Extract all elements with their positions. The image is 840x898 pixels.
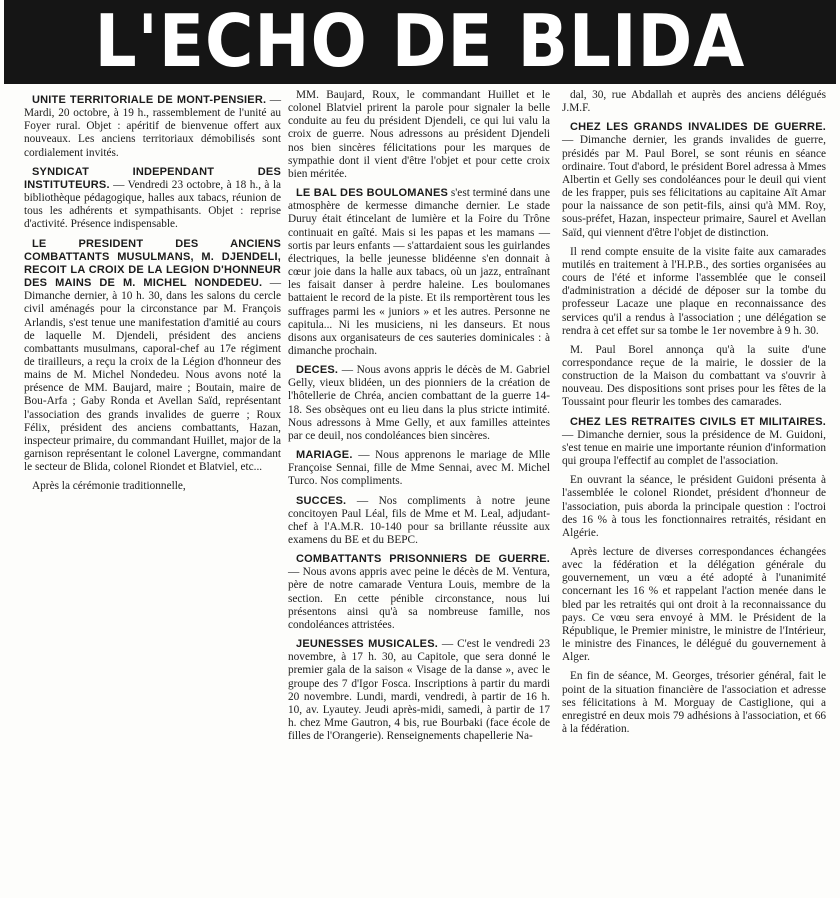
article [288, 495, 550, 548]
article-heading: JEUNESSES MUSICALES. [296, 638, 439, 651]
article [288, 449, 550, 488]
article-body: dal, 30, rue Abdallah et auprès des anciens délégués J.M.F. [562, 89, 826, 115]
article-body: Après lecture de diverses correspondances échangées avec la fédération et la délégation générale du gouvernement, un vœu a été adopté à l'unanimité concernant les 16 % et rappelant l'action menée dans le bled par les retraités qui ont droit à la reconnaissance du pays. Ce vœu sera envoyé à MM. le Président de la République, le Premier ministre, le ministre de l'Intérieur, le ministre des Finances, le délégué du gouvernement à Alger. [562, 546, 826, 664]
article [562, 246, 826, 338]
article-body: En fin de séance, M. Georges, trésorier général, fait le point de la situation financière de l'association et adresse ses félicitations à M. Morguay de Castiglione, qui a enregistré en deux mois 79 adhésions à l'association, et 66 à la fédération. [562, 670, 826, 736]
article-body: — C'est le vendredi 23 novembre, à 17 h. 30, au Capitole, que sera donné le premier gala de la saison « Visage de la danse », avec le groupe des 7 d'Igor Fosca. Inscriptions à partir du mardi 20 novembre. Lundi, mardi, vendredi, à partir de 16 h. 10, av. Lyautey. Jeudi après-midi, samedi, à partir de 17 h. chez Mme Gautron, 4 bis, rue Bourbaki (face école de filles de l'Orangerie). Renseignements chapellerie Na- [288, 638, 550, 743]
article-heading: COMBATTANTS PRISONNIERS DE GUERRE. [296, 553, 550, 566]
article [288, 364, 550, 443]
article [562, 344, 826, 410]
article-body: — Mardi, 20 octobre, à 19 h., rassemblement de l'unité au Foyer rural. Objet : apéritif de bienvenue offert aux nouveaux. Les anciens territoriaux démobilisés sont cordialement invités. [24, 94, 281, 159]
article-body: s'est terminé dans une atmosphère de kermesse dimanche dernier. Le stade Duruy était étincelant de lumière et la Foire du Trône continuait en gaîté. Mais si les papas et les mamans — sortis par leurs enfants — s'attardaient sous les guirlandes électriques, la belle jeunesse blidéenne s'en donnait à cœur joie dans la halle aux tabacs, où un jazz, entraînant les faisait danser à perdre haleine. Les boulomanes battaient le record de la piste. Et ils remportèrent tous les suffrages parmi les « juniors » et les autres. Personne ne capitula... Ni les musiciens, ni les danseurs. Et nous disons aux organisateurs de ces sauteries dominicales : à dimanche prochain. [288, 187, 550, 357]
article-heading: SYNDICAT INDEPENDANT DES INSTITUTEURS. [24, 165, 281, 191]
article-body: — Nos compliments à notre jeune concitoyen Paul Léal, fils de Mme et M. Leal, adjudant-chef à l'A.M.R. 10-140 pour sa brillante réussite aux examens du BE et du BEPC. [288, 494, 550, 546]
article-body: En ouvrant la séance, le président Guidoni présenta à l'assemblée le colonel Riondet, président d'honneur de l'association, puis aborda la principale question : l'octroi des 16 % à tous les fonctionnaires retraités, résidant en Algérie. [562, 474, 826, 539]
article [562, 546, 826, 664]
article-body: Il rend compte ensuite de la visite faite aux camarades mutilés en traitement à l'H.P.B., des sorties organisées au cours de l'été et informe l'assemblée que le conseil d'administration a décidé de déposer sur la tombe du professeur Lacaze une plaque en reconnaissance des services qu'il a rendus à l'association ; une délégation se rendra à cet effet sur sa tombe le 1er novembre à 9 h. 30. [562, 245, 826, 337]
article [24, 166, 281, 232]
article [562, 121, 826, 239]
article-body: MM. Baujard, Roux, le commandant Huillet et le colonel Blatviel prirent la parole pour signaler la belle conduite au feu du président Djendeli, ce qui lui valu la croix de guerre. Nous adressons au président Djendeli nos bien sincères félicitations pour les marques de sympathie dont il vient d'être l'objet et pour cette croix bien méritée. [288, 89, 550, 180]
article-body: — Dimanche dernier, les grands invalides de guerre, présidés par M. Paul Borel, se sont réunis en séance ordinaire. Tout d'abord, le président Borel adressa à Mmes Albertin et Gelly ses condoléances pour le deuil qui vient de les frapper, puis ses félicitations au capitaine Aït Amar pour la naissance de son petit-fils, ainsi qu'à MM. Roy, sous-préfet, Hazan, inspecteur primaire, Saurel et Avellan Saïd, qui viennent d'être l'objet de distinction. [562, 134, 826, 239]
article-heading: SUCCES. [296, 494, 347, 507]
article [288, 187, 550, 358]
article-heading: MARIAGE. [296, 449, 353, 462]
article [562, 670, 826, 736]
article-body: — Vendredi 23 octobre, à 18 h., à la bibliothèque pédagogique, halles aux tabacs, réunion de tous les adhérents et sympathisants. Objet : reprise d'activité. Présence indispensable. [24, 178, 281, 231]
masthead [4, 0, 836, 84]
article-body: — Nous avons appris le décès de M. Gabriel Gelly, vieux blidéen, un des pionniers de la création de l'hôtellerie de Chréa, ancien combattant de la guerre 14-18. Ses obsèques ont eu lieu dans la plus stricte intimité. Nous adressons à Mme Gelly, et aux familles atteintes par ce deuil, nos condoléances bien sincères. [288, 364, 550, 442]
article-body: M. Paul Borel annonça qu'à la suite d'une correspondance reçue de la mairie, le dossier de la construction de la Maison du combattant va s'ouvrir à nouveau. Des dispositions sont prises pour les fêtes de la Toussaint pour fleurir les tombes des camarades. [562, 343, 826, 409]
article [288, 638, 550, 743]
article-body: — Nous avons appris avec peine le décès de M. Ventura, père de notre camarade Ventura Louis, membre de la section. En cette pénible circonstance, nous lui présentons ainsi qu'à sa nombreuse famille, nos condoléances attristées. [288, 566, 550, 631]
article-heading: CHEZ LES GRANDS INVALIDES DE GUERRE. [570, 121, 826, 134]
article-body: — Nous apprenons le mariage de Mlle Françoise Sennai, fille de Mme Sennai, avec M. Michel Turco. Nos compliments. [288, 449, 550, 488]
article [288, 89, 550, 181]
article-heading: UNITE TERRITORIALE DE MONT-PENSIER. [32, 94, 267, 106]
article-heading: LE BAL DES BOULOMANES [296, 187, 449, 200]
article [288, 553, 550, 632]
column-1 [24, 94, 281, 500]
article [562, 89, 826, 115]
newspaper-title: L'ECHO DE BLIDA [94, 0, 746, 84]
article-body: — Dimanche dernier, à 10 h. 30, dans les salons du cercle civil aménagés pour la circonstance par M. François Arlandis, s'est tenue une manifestation d'amitié au cours de laquelle M. Djendeli, président des anciens combattants musulmans, caporal-chef au 17e régiment de tirailleurs, a reçu la croix de la Légion d'honneur des mains de M. Michel Nondedeu. Nous avons noté la présence de MM. Baujard, maire ; Boutain, maire de Bou-Arfa ; Gaby Ronda et Avellan Saïd, représentant l'association des grands invalides de guerre ; Roux Félix, président des anciens combattants, Hazan, inspecteur primaire, du commandant Huillet, major de la garnison représentant le colonel Lavergne, commandant le secteur de Blida, colonel Riondet et Blatviel, etc... [24, 277, 281, 474]
article-body: Après la cérémonie traditionnelle, [32, 480, 186, 493]
article [562, 416, 826, 469]
article [24, 480, 281, 493]
article-heading: DECES. [296, 364, 339, 377]
article-heading: CHEZ LES RETRAITES CIVILS ET MILITAIRES. [570, 415, 826, 428]
column-3 [562, 89, 826, 742]
article [24, 94, 281, 160]
article [562, 474, 826, 540]
article-body: — Dimanche dernier, sous la présidence de M. Guidoni, s'est tenue en mairie une importante réunion d'information qui groupa l'effectif au complet de l'association. [562, 428, 826, 468]
article [24, 238, 281, 475]
article-heading: LE PRESIDENT DES ANCIENS COMBATTANTS MUSULMANS, M. DJENDELI, RECOIT LA CROIX DE LA LEGION D'HONNEUR DES MAINS DE M. MICHEL NONDEDEU. [24, 237, 281, 290]
column-2 [288, 89, 550, 749]
